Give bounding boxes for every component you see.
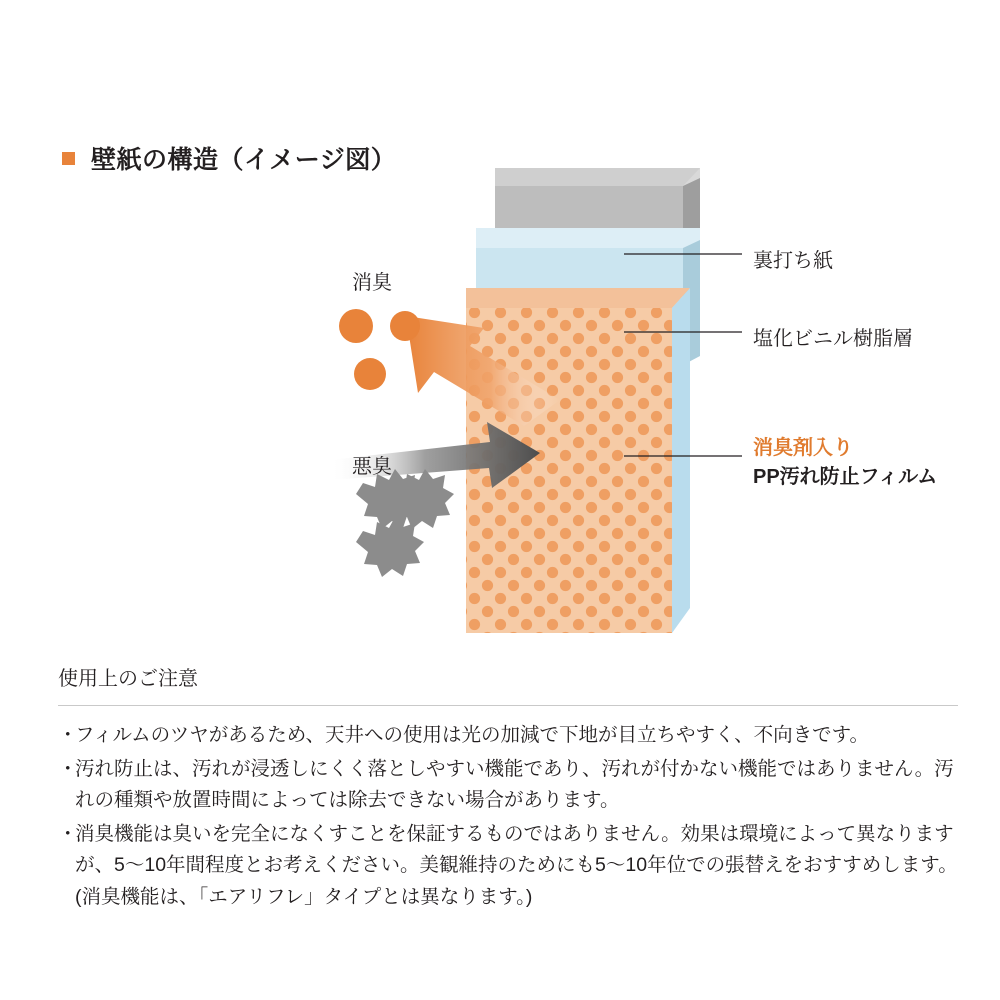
label-vinyl-layer: 塩化ビニル樹脂層 [753, 328, 913, 350]
label-pp-film-line1: 消臭剤入り [753, 437, 853, 459]
usage-notes-heading: 使用上のご注意 [58, 668, 198, 690]
deodorized-particles [339, 309, 420, 390]
label-pp-film-line2: PP汚れ防止フィルム [753, 466, 938, 488]
list-item-text: 汚れ防止は、汚れが浸透しにくく落としやすい機能であり、汚れが付かない機能ではありません。汚れの種類や放置時間によっては除去できない場合があります。 [75, 757, 954, 812]
label-backing-paper: 裏打ち紙 [753, 250, 833, 272]
divider [58, 705, 958, 706]
page-title-text: 壁紙の構造（イメージ図） [91, 146, 397, 174]
list-item-text: フィルムのツヤがあるため、天井への使用は光の加減で下地が目立ちやすく、不向きです。 [75, 724, 870, 746]
list-bullet: ・ [58, 822, 78, 845]
list-bullet: ・ [58, 724, 78, 746]
list-item [58, 754, 958, 817]
label-bad-odor: 悪臭 [352, 456, 392, 478]
list-item [58, 720, 958, 752]
list-item [58, 819, 958, 914]
label-deodorize: 消臭 [352, 272, 392, 294]
list-bullet: ・ [58, 757, 78, 780]
odor-particles [356, 469, 454, 577]
label-pp-film [753, 434, 937, 492]
list-item-text: 消臭機能は臭いを完全になくすことを保証するものではありません。効果は環境によって異なりますが、5〜10年間程度とお考えください。美観維持のためにも5〜10年位での張替えをおすすめします。(消臭機能は、「エアリフレ」タイプとは異なります。) [75, 822, 958, 908]
wallpaper-structure-diagram [0, 150, 1000, 660]
diagram-svg [0, 150, 1000, 660]
usage-notes [58, 662, 958, 915]
